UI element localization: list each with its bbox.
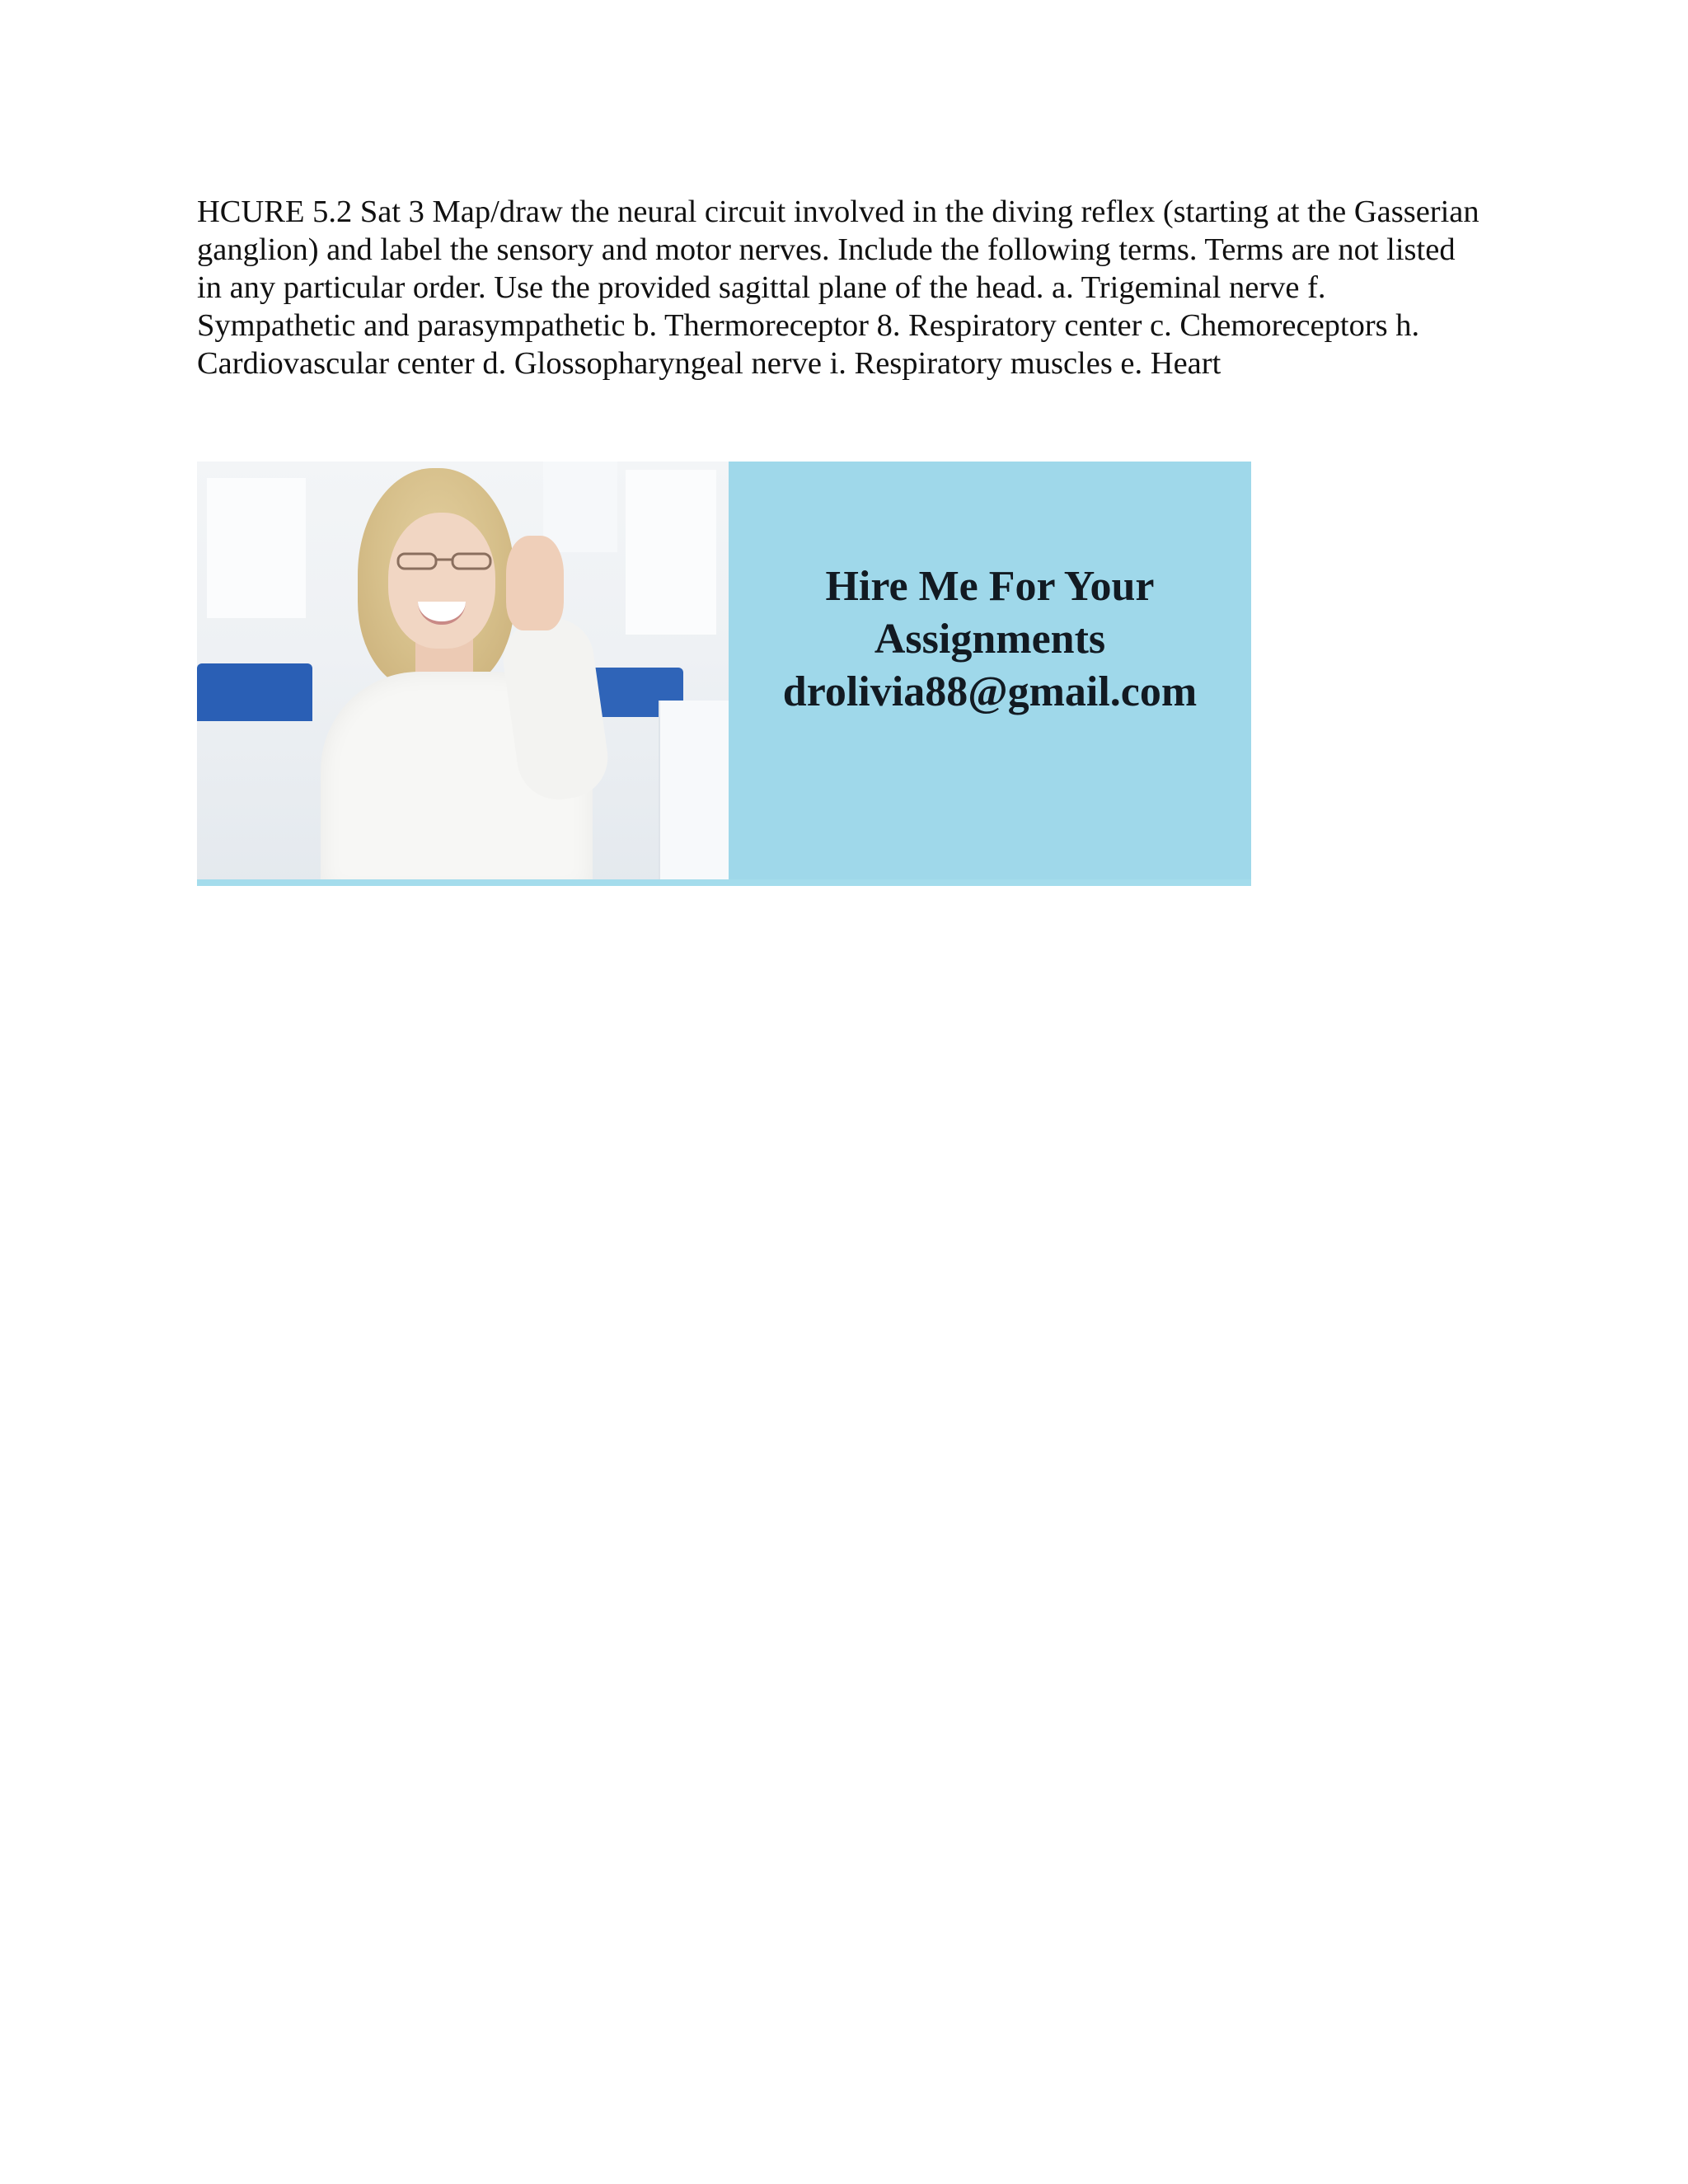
window-pane <box>207 478 306 618</box>
hand-shape <box>506 536 564 630</box>
woman-photo <box>197 462 729 886</box>
desk-shape <box>659 701 729 886</box>
question-paragraph: HCURE 5.2 Sat 3 Map/draw the neural circuit involved in the diving reflex (starting at the Gasserian ganglion) and label the sensory and motor nerves. Include the following terms. Terms are not listed in any particular order. Use the provided sagittal plane of the head. a. Trigeminal nerve f. Sympathetic and parasympathetic b. Thermoreceptor 8. Respiratory center c. Chemoreceptors h. Cardiovascular center d. Glossopharyngeal nerve i. Respiratory muscles e. Heart <box>197 194 1479 381</box>
window-pane <box>543 462 617 552</box>
glasses-icon <box>395 551 494 572</box>
banner-headline-line2: Assignments <box>874 616 1106 663</box>
banner-bottom-stripe <box>197 879 1251 886</box>
banner-email[interactable]: drolivia88@gmail.com <box>782 668 1198 715</box>
advertisement-banner[interactable] <box>197 462 1251 886</box>
banner-text-block <box>729 462 1251 886</box>
face-shape <box>388 513 495 649</box>
window-pane <box>626 470 716 635</box>
chair-shape <box>197 663 312 721</box>
banner-headline-line1: Hire Me For Your <box>825 563 1155 610</box>
